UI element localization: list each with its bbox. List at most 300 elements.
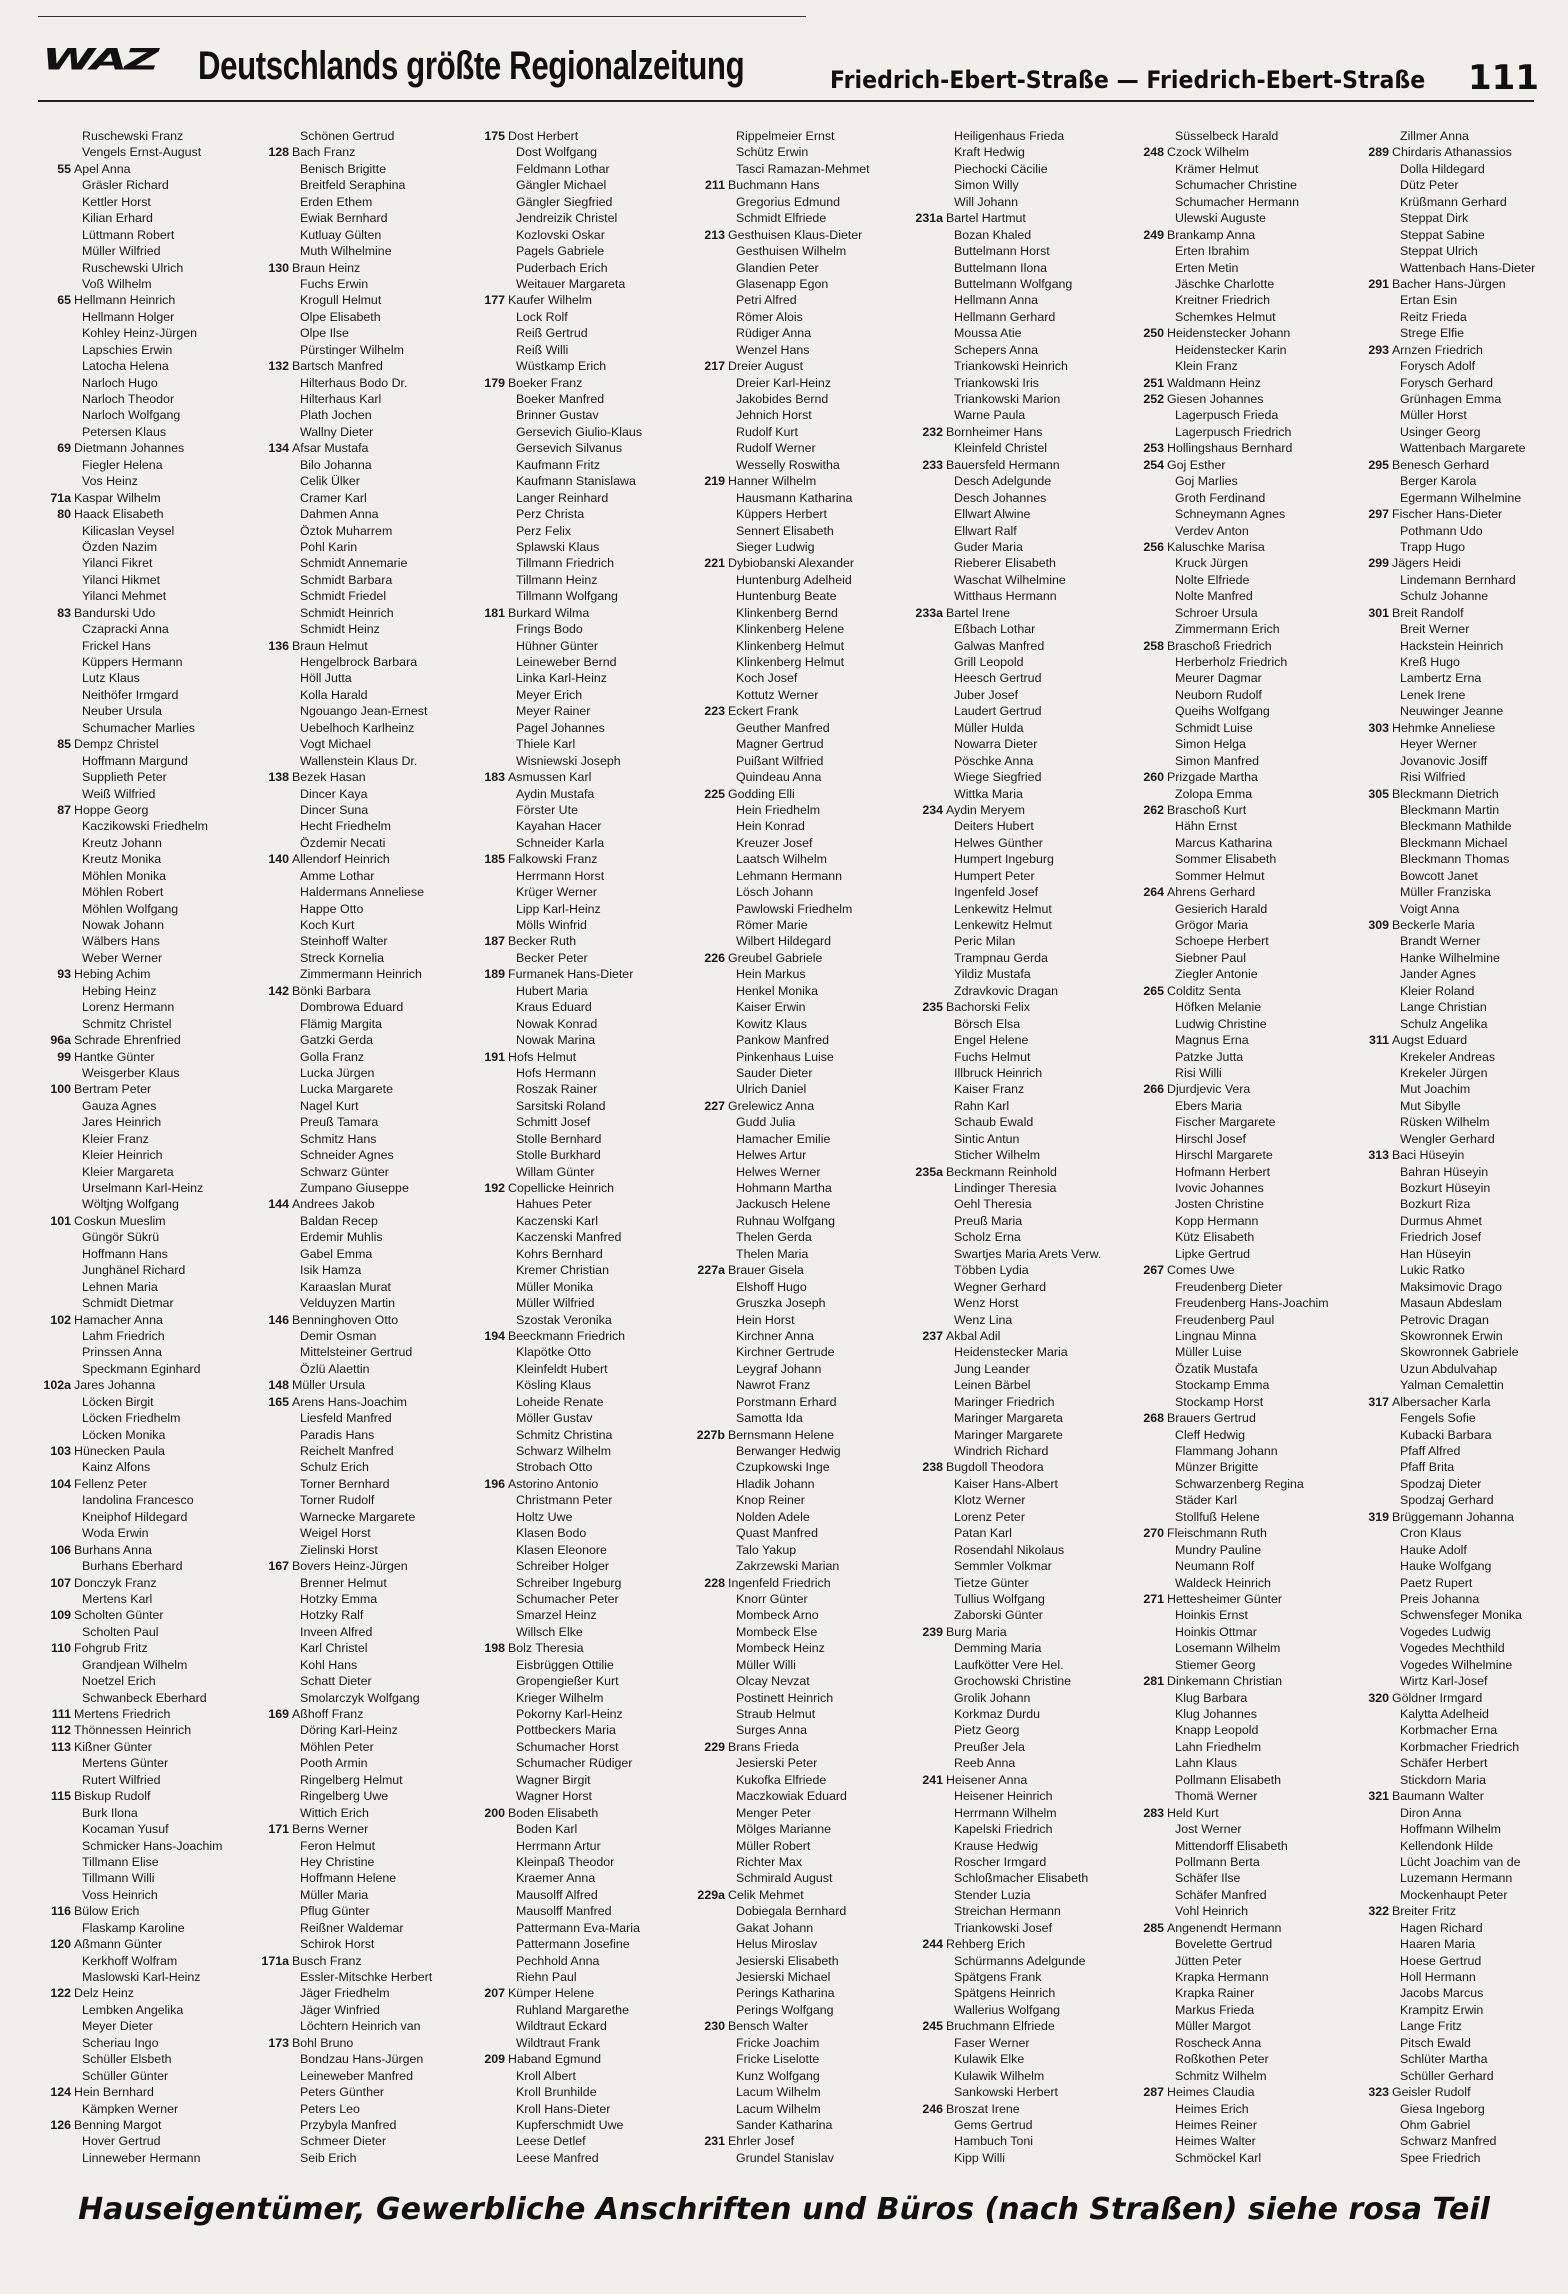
house-number: 253 [1143,441,1164,456]
directory-entry [914,605,1126,621]
house-number: 55 [57,161,71,176]
directory-entry [476,391,688,407]
directory-entry [1135,407,1347,423]
footer-note: Hauseigentümer, Gewerbliche Anschriften und Büros (nach Straßen) siehe rosa Teil [78,2192,1490,2227]
resident-name: Bönki Barbara [292,983,371,998]
resident-name: Neithöfer Irmgard [82,687,179,702]
resident-name: Simon Willy [954,178,1019,193]
resident-name: Klapötke Otto [516,1345,592,1360]
resident-name: Maksimovic Drago [1400,1279,1502,1294]
directory-entry [260,1443,472,1459]
resident-name: Mölls Winfrid [516,918,587,932]
resident-name: Angenendt Hermann [1167,1920,1282,1935]
resident-name: Kaufmann Stanislawa [516,474,636,489]
directory-entry [1135,309,1347,325]
resident-name: Goj Esther [1167,457,1226,472]
directory-entry [914,818,1126,834]
directory-entry [914,1213,1126,1229]
directory-entry [260,1953,472,1969]
resident-name: Pohl Karin [300,539,358,554]
resident-name: Narloch Wolfgang [82,408,181,423]
resident-name: Bleckmann Dietrich [1392,786,1499,801]
directory-entry [914,901,1126,917]
directory-entry [42,638,254,654]
resident-name: Zolopa Emma [1175,786,1253,801]
directory-entry [42,1838,254,1854]
resident-name: Weisgerber Klaus [82,1065,180,1080]
resident-name: Heimes Walter [1175,2134,1256,2149]
directory-entry [696,1328,908,1344]
directory-entry [696,1673,908,1689]
directory-entry [1360,687,1568,703]
directory-entry [476,1953,688,1969]
resident-name: Petersen Klaus [82,424,167,439]
resident-name: Klasen Eleonore [516,1542,607,1557]
resident-name: Roscher Irmgard [954,1854,1047,1869]
directory-entry [260,786,472,802]
directory-entry [696,802,908,818]
resident-name: Özlü Alaettin [300,1361,370,1376]
house-number: 293 [1368,342,1389,357]
resident-name: Hirschl Margarete [1175,1148,1273,1163]
resident-name: Küppers Herbert [736,507,827,522]
newspaper-slogan: Deutschlands größte Regionalzeitung [198,44,745,88]
resident-name: Astorino Antonio [508,1476,599,1491]
directory-entry [914,473,1126,489]
directory-entry [1135,539,1347,555]
directory-entry [914,1328,1126,1344]
house-number: 93 [57,967,71,982]
directory-entry [914,1098,1126,1114]
resident-name: Brandt Werner [1400,934,1481,949]
directory-entry [42,1081,254,1097]
directory-entry [42,457,254,473]
resident-name: Sauder Dieter [736,1065,813,1080]
resident-name: Spodzaj Gerhard [1400,1493,1494,1508]
resident-name: Burkard Wilma [508,605,590,620]
directory-entry [260,1936,472,1952]
resident-name: Pöschke Anna [954,753,1034,768]
directory-entry [696,1739,908,1755]
directory-entry [914,1821,1126,1837]
resident-name: Narloch Theodor [82,392,175,406]
resident-name: Sommer Helmut [1175,868,1265,883]
resident-name: Sieger Ludwig [736,539,815,554]
resident-name: Sticher Wilhelm [954,1148,1041,1163]
resident-name: Möhlen Peter [300,1739,374,1754]
resident-name: Wattenbach Margarete [1400,441,1526,456]
resident-name: Kümper Helene [508,1986,595,2001]
directory-entry [696,670,908,686]
directory-entry [1135,523,1347,539]
directory-entry [260,490,472,506]
resident-name: Stolle Bernhard [516,1131,602,1146]
resident-name: Hünecken Paula [74,1444,165,1458]
resident-name: Maringer Friedrich [954,1394,1055,1409]
resident-name: Giesen Johannes [1167,392,1264,406]
resident-name: Desch Adelgunde [954,474,1052,489]
resident-name: Hoppe Georg [74,802,149,817]
house-number: 96a [50,1033,71,1048]
resident-name: Wallenstein Klaus Dr. [300,753,418,768]
directory-entry [476,1903,688,1919]
directory-entry [1135,1854,1347,1870]
directory-entry [260,851,472,867]
house-number: 134 [268,441,289,456]
resident-name: Gabel Emma [300,1246,373,1261]
directory-entry [476,358,688,374]
directory-entry [914,621,1126,637]
directory-column [1360,128,1568,2166]
directory-entry [914,1427,1126,1443]
resident-name: Kukofka Elfriede [736,1772,827,1787]
directory-entry [1135,1196,1347,1212]
directory-entry [914,670,1126,686]
directory-entry [914,1657,1126,1673]
directory-entry [476,1246,688,1262]
house-number: 171a [261,1953,289,1968]
resident-name: Kroll Brunhilde [516,2085,597,2100]
directory-entry [696,539,908,555]
resident-name: Cramer Karl [300,490,367,505]
house-number: 252 [1143,392,1164,406]
resident-name: Ebers Maria [1175,1098,1242,1113]
directory-entry [1135,966,1347,982]
directory-entry [914,1246,1126,1262]
directory-entry [42,325,254,341]
directory-entry [260,753,472,769]
resident-name: Riehn Paul [516,1970,577,1984]
resident-name: Triankowski Heinrich [954,359,1068,374]
resident-name: Surges Anna [736,1723,807,1738]
directory-entry [1360,1739,1568,1755]
resident-name: Dolla Hildegard [1400,161,1485,176]
resident-name: Lenek Irene [1400,687,1466,702]
directory-entry [1360,1985,1568,2001]
resident-name: Scholz Erna [954,1230,1021,1245]
resident-name: Delz Heinz [74,1986,134,2001]
house-number: 173 [268,2035,289,2050]
resident-name: Nowak Konrad [516,1016,598,1031]
resident-name: Pollmann Elisabeth [1175,1772,1282,1787]
directory-entry [260,868,472,884]
directory-entry [476,736,688,752]
resident-name: Klein Franz [1175,359,1238,374]
directory-entry [42,1262,254,1278]
directory-entry [696,128,908,144]
resident-name: Schemkes Helmut [1175,309,1276,324]
directory-entry [476,1690,688,1706]
directory-entry [260,1821,472,1837]
directory-entry [914,342,1126,358]
directory-entry [42,1016,254,1032]
directory-entry [42,1591,254,1607]
directory-entry [260,1591,472,1607]
resident-name: Koch Josef [736,671,798,686]
directory-entry [914,2051,1126,2067]
resident-name: Küppers Hermann [82,655,183,669]
resident-name: Olpe Ilse [300,326,349,341]
directory-entry [1360,1410,1568,1426]
resident-name: Wagner Birgit [516,1772,591,1787]
directory-entry [42,1443,254,1459]
resident-name: Aydin Mustafa [516,786,595,801]
resident-name: Streichan Hermann [954,1904,1061,1919]
resident-name: Humpert Peter [954,868,1035,883]
directory-entry [1360,1788,1568,1804]
resident-name: Woda Erwin [82,1526,149,1541]
resident-name: Sintic Antun [954,1131,1020,1146]
resident-name: Schrade Ehrenfried [74,1033,181,1048]
header-rule [38,100,1534,102]
directory-entry [1135,1246,1347,1262]
resident-name: Isik Hamza [300,1263,362,1278]
house-number: 138 [268,770,289,785]
resident-name: Muth Wilhelmine [300,244,392,259]
resident-name: Braun Heinz [292,260,361,275]
resident-name: Loheide Renate [516,1394,604,1409]
directory-entry [914,424,1126,440]
directory-entry [42,1394,254,1410]
resident-name: Triankowski Iris [954,375,1039,390]
resident-name: Andrees Jakob [292,1197,375,1212]
resident-name: Heidenstecker Maria [954,1345,1068,1360]
resident-name: Fuchs Erwin [300,276,369,291]
directory-entry [1360,1164,1568,1180]
directory-entry [1360,1542,1568,1558]
house-number: 264 [1143,885,1164,900]
directory-entry [476,1838,688,1854]
resident-name: Gauza Agnes [82,1098,157,1113]
directory-entry [476,786,688,802]
resident-name: Korbmacher Friedrich [1400,1739,1520,1754]
directory-entry [1135,2133,1347,2149]
resident-name: Hahues Peter [516,1197,592,1212]
directory-entry [696,1525,908,1541]
resident-name: Hilterhaus Karl [300,392,382,406]
resident-name: Neuwinger Jeanne [1400,704,1504,719]
directory-entry [1360,933,1568,949]
directory-entry [1360,1640,1568,1656]
directory-entry [42,2018,254,2034]
resident-name: Dost Wolfgang [516,145,598,160]
resident-name: Ringelberg Uwe [300,1789,389,1804]
resident-name: Lahn Klaus [1175,1756,1238,1771]
directory-entry [1360,1525,1568,1541]
resident-name: Heyer Werner [1400,737,1477,752]
resident-name: Juber Josef [954,687,1019,702]
directory-entry [1135,703,1347,719]
resident-name: Förster Ute [516,802,578,817]
resident-name: Pooth Armin [300,1756,368,1771]
resident-name: Lembken Angelika [82,2002,184,2017]
directory-entry [42,177,254,193]
resident-name: Hotzky Ralf [300,1608,364,1623]
resident-name: Cron Klaus [1400,1526,1462,1541]
directory-entry [260,654,472,670]
resident-name: Lüttmann Robert [82,227,175,242]
directory-entry [42,1640,254,1656]
resident-name: Thomä Werner [1175,1789,1258,1804]
resident-name: Goj Marlies [1175,474,1238,489]
resident-name: Flammang Johann [1175,1444,1278,1458]
house-number: 111 [51,1707,71,1721]
resident-name: Essler-Mitschke Herbert [300,1970,433,1984]
directory-entry [696,605,908,621]
resident-name: Schloßmacher Elisabeth [954,1871,1089,1886]
directory-entry [260,2068,472,2084]
directory-entry [1360,1459,1568,1475]
resident-name: Roßkothen Peter [1175,2052,1269,2067]
directory-entry [1135,144,1347,160]
resident-name: Pokorny Karl-Heinz [516,1707,623,1721]
directory-entry [476,292,688,308]
house-number: 110 [51,1641,71,1656]
directory-entry [914,1624,1126,1640]
directory-entry [696,1624,908,1640]
resident-name: Bleckmann Martin [1400,802,1500,817]
resident-name: Hanner Wilhelm [728,474,817,489]
directory-entry [1135,325,1347,341]
directory-entry [1360,588,1568,604]
directory-entry [42,687,254,703]
directory-entry [42,654,254,670]
resident-name: Haldermans Anneliese [300,885,424,900]
directory-entry [914,851,1126,867]
house-number: 124 [50,2085,71,2100]
resident-name: Grochowski Christine [954,1674,1072,1689]
house-number: 167 [268,1559,289,1574]
directory-entry [42,424,254,440]
directory-entry [476,490,688,506]
resident-name: Voss Heinrich [82,1887,158,1902]
directory-entry [1360,1049,1568,1065]
resident-name: Braschoß Friedrich [1167,638,1272,653]
resident-name: Bozkurt Riza [1400,1197,1471,1212]
resident-name: Simon Helga [1175,737,1246,752]
resident-name: Jakobides Bernd [736,392,829,406]
resident-name: Fischer Hans-Dieter [1392,507,1503,522]
resident-name: Kleier Heinrich [82,1148,163,1163]
directory-entry [1135,1607,1347,1623]
house-number: 144 [268,1197,289,1212]
resident-name: Hauke Wolfgang [1400,1559,1492,1574]
house-number: 229a [697,1887,725,1902]
resident-name: Scheriau Ingo [82,2035,159,2050]
resident-name: Helwes Artur [736,1148,807,1163]
resident-name: Grill Leopold [954,655,1024,669]
directory-entry [696,1131,908,1147]
directory-entry [260,917,472,933]
directory-entry [1360,966,1568,982]
directory-entry [476,539,688,555]
resident-name: Brankamp Anna [1167,227,1256,242]
directory-entry [914,2133,1126,2149]
directory-entry [1135,1016,1347,1032]
directory-entry [1360,1821,1568,1837]
directory-entry [260,1279,472,1295]
directory-entry [914,703,1126,719]
directory-entry [42,835,254,851]
house-number: 234 [922,802,943,817]
house-number: 268 [1143,1411,1164,1426]
resident-name: Queihs Wolfgang [1175,704,1270,719]
resident-name: Preußer Jela [954,1739,1025,1754]
directory-entry [42,1969,254,1985]
resident-name: Han Hüseyin [1400,1246,1471,1261]
directory-entry [914,1492,1126,1508]
directory-entry [1360,1706,1568,1722]
directory-entry [260,1722,472,1738]
directory-entry [914,1985,1126,2001]
resident-name: Lutz Klaus [82,671,140,686]
resident-name: Ulrich Daniel [736,1082,807,1097]
resident-name: Hellmann Heinrich [74,293,176,308]
resident-name: Schulz Johanne [1400,589,1489,604]
page-header [38,14,1539,102]
directory-entry [914,1969,1126,1985]
resident-name: Höll Jutta [300,671,352,686]
directory-entry [260,572,472,588]
directory-entry [1360,1887,1568,1903]
directory-entry [914,375,1126,391]
directory-entry [42,1295,254,1311]
house-number: 246 [922,2101,943,2116]
directory-entry [42,1673,254,1689]
resident-name: Krapka Rainer [1175,1986,1255,2001]
resident-name: Pinkenhaus Luise [736,1049,834,1064]
directory-entry [1135,1755,1347,1771]
resident-name: Narloch Hugo [82,375,158,390]
directory-entry [696,2133,908,2149]
resident-name: Vogedes Wilhelmine [1400,1657,1513,1672]
directory-entry [1135,638,1347,654]
resident-name: Weber Werner [82,950,163,965]
directory-entry [914,1525,1126,1541]
directory-entry [1360,720,1568,736]
directory-entry [260,1788,472,1804]
resident-name: Krampitz Erwin [1400,2002,1484,2017]
directory-entry [1360,1920,1568,1936]
resident-name: Smolarczyk Wolfgang [300,1690,420,1705]
resident-name: Burhans Anna [74,1542,152,1557]
directory-entry [696,572,908,588]
resident-name: Schmidt Friedel [300,589,387,604]
directory-entry [476,1673,688,1689]
directory-entry [914,1377,1126,1393]
directory-entry [260,309,472,325]
resident-name: Schirok Horst [300,1937,375,1952]
resident-name: Schwarz Günter [300,1164,389,1179]
resident-name: Wagner Horst [516,1789,592,1804]
resident-name: Tillmann Friedrich [516,556,614,571]
resident-name: Erdemir Muhlis [300,1230,383,1245]
directory-entry [1135,1312,1347,1328]
resident-name: Gudd Julia [736,1115,796,1130]
directory-entry [1135,2051,1347,2067]
directory-entry [1360,144,1568,160]
resident-name: Jäger Winfried [300,2002,380,2017]
resident-name: Zimmermann Heinrich [300,967,422,982]
resident-name: Kilian Erhard [82,211,153,226]
resident-name: Wirtz Karl-Josef [1400,1674,1488,1689]
resident-name: Schulz Angelika [1400,1016,1488,1031]
directory-entry [476,818,688,834]
directory-entry [914,999,1126,1015]
house-number: 245 [922,2019,943,2034]
directory-entry [260,1114,472,1130]
directory-entry [914,1295,1126,1311]
